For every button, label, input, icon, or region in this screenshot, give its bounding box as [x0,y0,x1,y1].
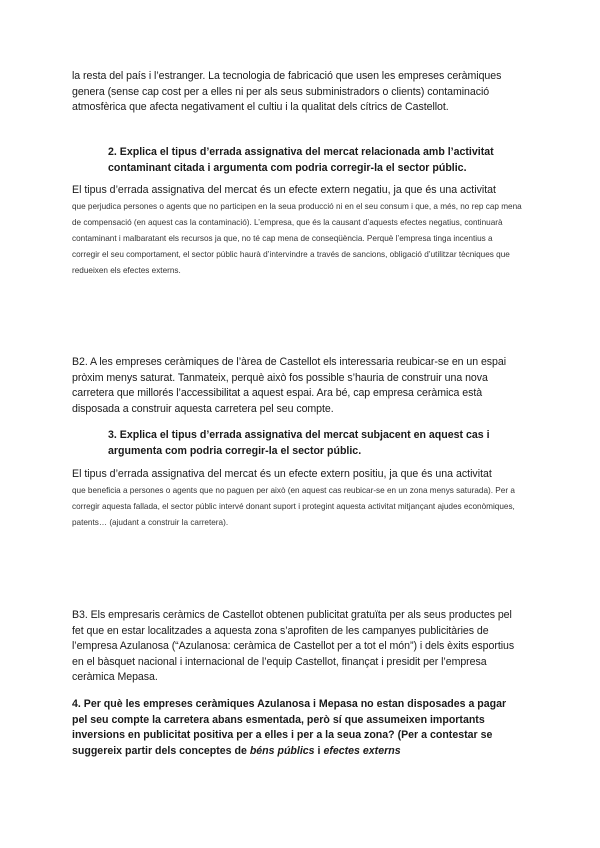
answer-2-first-line: El tipus d’errada assignativa del mercat és un efecte extern negatiu, ja que és una activitat [72,184,496,196]
intro-paragraph [72,69,522,116]
term-public-goods: béns públics [249,744,315,757]
question-4-paragraph [72,697,522,759]
question-4-text: 4. Per què les empreses ceràmiques Azulanosa i Mepasa no estan disposades a pagar pel seu compte la carretera abans esmentada, però sí que assumeixen importants inversions en publicitat positiva per a elles i per a la seua zona? (Per a contestar se suggereix partir dels conceptes de [72,698,507,757]
term-externalities: efectes externs [323,744,401,757]
intro-text: la resta del país i l’estranger. La tecnologia de fabricació que usen les empreses ceràmiques genera (sense cap cost per a elles ni per als seus subministradors o clients) contaminació atmosfèrica que afecta negativament el cultiu i la qualitat dels cítrics de Castellot. [72,70,502,114]
answer-2 [72,183,522,280]
question-4-conjunction: i [317,744,321,757]
answer-3-body: que beneficia a persones o agents que no paguen per això (en aquest cas reubicar-se en un zona menys saturada). Per a corregir aquesta fallada, el sector públic intervé donant suport i protegint aquesta activitat mitjançant ajudes econòmiques, patents… (ajudant a construir la carretera). [72,485,515,527]
question-4 [72,697,522,759]
question-2 [72,145,522,176]
answer-3 [72,467,522,531]
question-3-text: 3. Explica el tipus d’errada assignativa del mercat subjacent en aquest cas i argumenta com podria corregir-la el sector públic. [108,429,490,457]
scenario-b2-text: B2. A les empreses ceràmiques de l’àrea de Castellot els interessaria reubicar-se en un espai pròxim menys saturat. Tanmateix, perquè això fos possible s’hauria de construir una nova carretera que millorés l’accessibilitat a aquest espai. Ara bé, cap empresa ceràmica està disposada a construir aquesta carretera pel seu compte. [72,356,507,415]
question-3 [72,428,522,459]
question-2-text: 2. Explica el tipus d’errada assignativa del mercat relacionada amb l’activitat contaminant citada i argumenta com podria corregir-la el sector públic. [108,146,494,174]
answer-3-first-line: El tipus d’errada assignativa del mercat és un efecte extern positiu, ja que és una activitat [72,468,492,480]
scenario-b2 [72,355,522,417]
answer-2-body: que perjudica persones o agents que no participen en la seua producció ni en el seu consum i que, a més, no rep cap mena de compensació (en aquest cas la contaminació). L’empresa, que és la causant d’aquests efectes negatius, continuarà contaminant i malbaratant els recursos ja que, no té cap mena de conseqüència. Perquè l’empresa tinga incentius a corregir el seu comportament, el sector públic haurà d’intervindre a través de sancions, obligació d’utilitzar tècniques que redueixen els efectes externs. [72,201,522,276]
scenario-b3-text: B3. Els empresaris ceràmics de Castellot obtenen publicitat gratuïta per als seus productes pel fet que en estar localitzades a aquesta zona s’aprofiten de les campanyes publicitàries de l’empresa Azulanosa (“Azulanosa: ceràmica de Castellot per a tot el món”) i dels èxits esportius en el bàsquet nacional i internacional de l’equip Castellot, finançat i presidit per l’empresa ceràmica Mepasa. [72,609,515,684]
scenario-b3 [72,608,522,686]
